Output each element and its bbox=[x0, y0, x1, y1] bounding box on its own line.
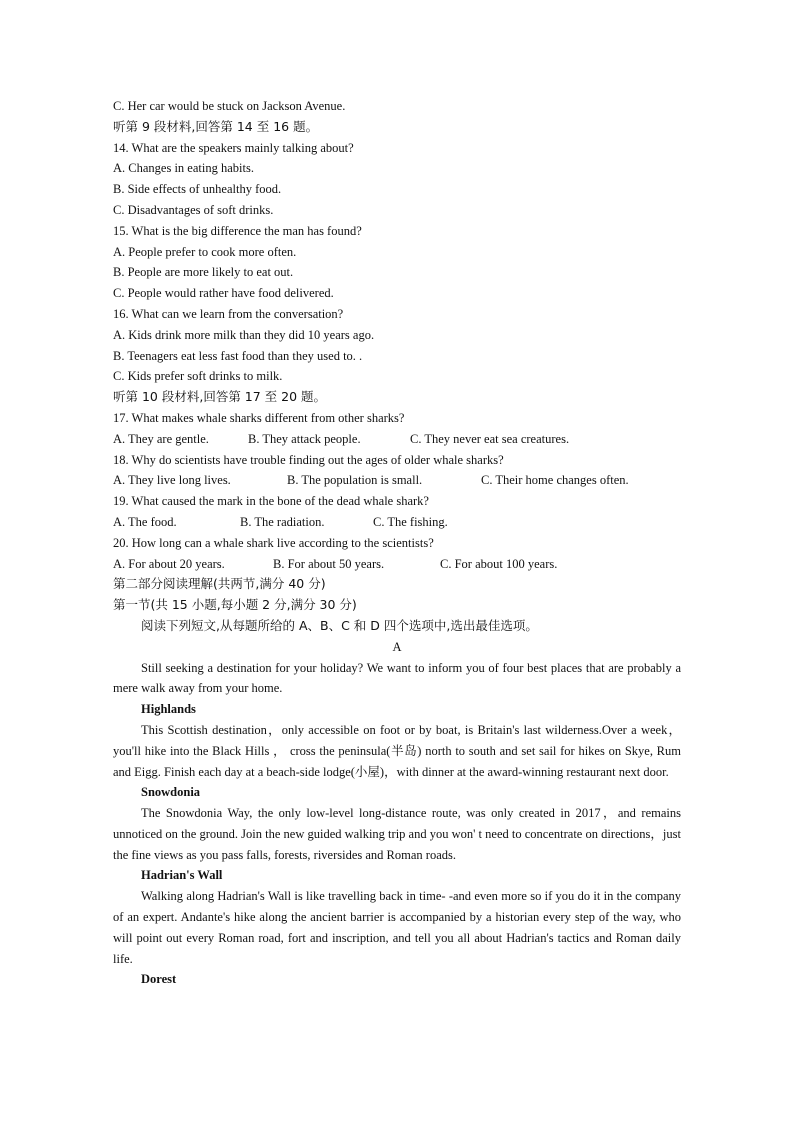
question-17-option-a: A. They are gentle. bbox=[113, 431, 209, 446]
question-14-option-b: B. Side effects of unhealthy food. bbox=[113, 182, 282, 197]
paragraph-hadrians-wall: Walking along Hadrian's Wall is like travelling back in time- -and even more so if you do it in the company of an expert. Andante's hike along the ancient barrier is accompanied by a historian every step of the way, who will point out every Roman road, fort and inscription, and tell you all about Hadrian's tactics and Roman daily life. bbox=[113, 889, 681, 966]
question-16-option-b: B. Teenagers eat less fast food than they used to. . bbox=[113, 348, 363, 363]
question-20-option-b: B. For about 50 years. bbox=[273, 556, 385, 571]
question-19-option-a: A. The food. bbox=[113, 514, 177, 529]
heading-highlands: Highlands bbox=[141, 702, 196, 717]
part-2-heading: 第二部分阅读理解(共两节,满分 40 分) bbox=[113, 576, 326, 592]
heading-snowdonia: Snowdonia bbox=[141, 785, 201, 800]
question-20-option-c: C. For about 100 years. bbox=[440, 556, 558, 571]
heading-hadrians-wall: Hadrian's Wall bbox=[141, 868, 223, 883]
question-19-option-b: B. The radiation. bbox=[240, 514, 325, 529]
passage-intro: Still seeking a destination for your holiday? We want to inform you of four best places that are probably a mere walk away from your home. bbox=[113, 660, 681, 696]
question-20-option-a: A. For about 20 years. bbox=[113, 556, 225, 571]
question-16-option-c: C. Kids prefer soft drinks to milk. bbox=[113, 369, 283, 384]
question-19-options bbox=[113, 512, 681, 533]
listening-section-9-heading: 听第 9 段材料,回答第 14 至 16 题。 bbox=[113, 118, 319, 134]
question-18-option-c: C. Their home changes often. bbox=[481, 473, 629, 488]
question-17-option-c: C. They never eat sea creatures. bbox=[410, 431, 570, 446]
question-17-option-b: B. They attack people. bbox=[248, 431, 361, 446]
heading-dorest: Dorest bbox=[141, 972, 177, 987]
question-16: 16. What can we learn from the conversation? bbox=[113, 306, 344, 321]
question-19-option-c: C. The fishing. bbox=[373, 514, 448, 529]
passage-letter: A bbox=[392, 639, 402, 654]
question-17-options bbox=[113, 429, 681, 450]
question-14-option-c: C. Disadvantages of soft drinks. bbox=[113, 202, 274, 217]
question-20-options bbox=[113, 554, 681, 575]
question-18-options bbox=[113, 470, 681, 491]
question-14: 14. What are the speakers mainly talking about? bbox=[113, 140, 354, 155]
section-1-heading: 第一节(共 15 小题,每小题 2 分,满分 30 分) bbox=[113, 597, 357, 613]
document-page bbox=[113, 96, 681, 990]
question-17: 17. What makes whale sharks different from other sharks? bbox=[113, 410, 405, 425]
question-18-option-a: A. They live long lives. bbox=[113, 473, 231, 488]
question-14-option-a: A. Changes in eating habits. bbox=[113, 161, 254, 176]
question-20: 20. How long can a whale shark live according to the scientists? bbox=[113, 535, 434, 550]
question-15: 15. What is the big difference the man has found? bbox=[113, 223, 362, 238]
paragraph-highlands: This Scottish destination，only accessible on foot or by boat, is Britain's last wilderness.Over a week，you'll hike into the Black Hills ， cross the peninsula(半岛) north to south and set sail for hikes on Skye, Rum and Eigg. Finish each day at a beach-side lodge(小屋)，with dinner at the award-winning restaurant next door. bbox=[113, 722, 681, 779]
reading-instruction: 阅读下列短文,从每题所给的 A、B、C 和 D 四个选项中,选出最佳选项。 bbox=[141, 617, 538, 633]
question-18-option-b: B. The population is small. bbox=[287, 473, 423, 488]
question-18: 18. Why do scientists have trouble finding out the ages of older whale sharks? bbox=[113, 452, 504, 467]
question-15-option-b: B. People are more likely to eat out. bbox=[113, 265, 294, 280]
question-19: 19. What caused the mark in the bone of the dead whale shark? bbox=[113, 494, 429, 509]
question-16-option-a: A. Kids drink more milk than they did 10 years ago. bbox=[113, 327, 375, 342]
paragraph-snowdonia: The Snowdonia Way, the only low-level long-distance route, was only created in 2017，and remains unnoticed on the ground. Join the new guided walking trip and you won' t need to concentrate on directions，just the fine views as you pass falls, forests, riversides and Roman roads. bbox=[113, 806, 681, 862]
question-13-option-c: C. Her car would be stuck on Jackson Avenue. bbox=[113, 99, 346, 113]
question-15-option-c: C. People would rather have food delivered. bbox=[113, 286, 334, 301]
question-15-option-a: A. People prefer to cook more often. bbox=[113, 244, 297, 259]
listening-section-10-heading: 听第 10 段材料,回答第 17 至 20 题。 bbox=[113, 389, 327, 405]
